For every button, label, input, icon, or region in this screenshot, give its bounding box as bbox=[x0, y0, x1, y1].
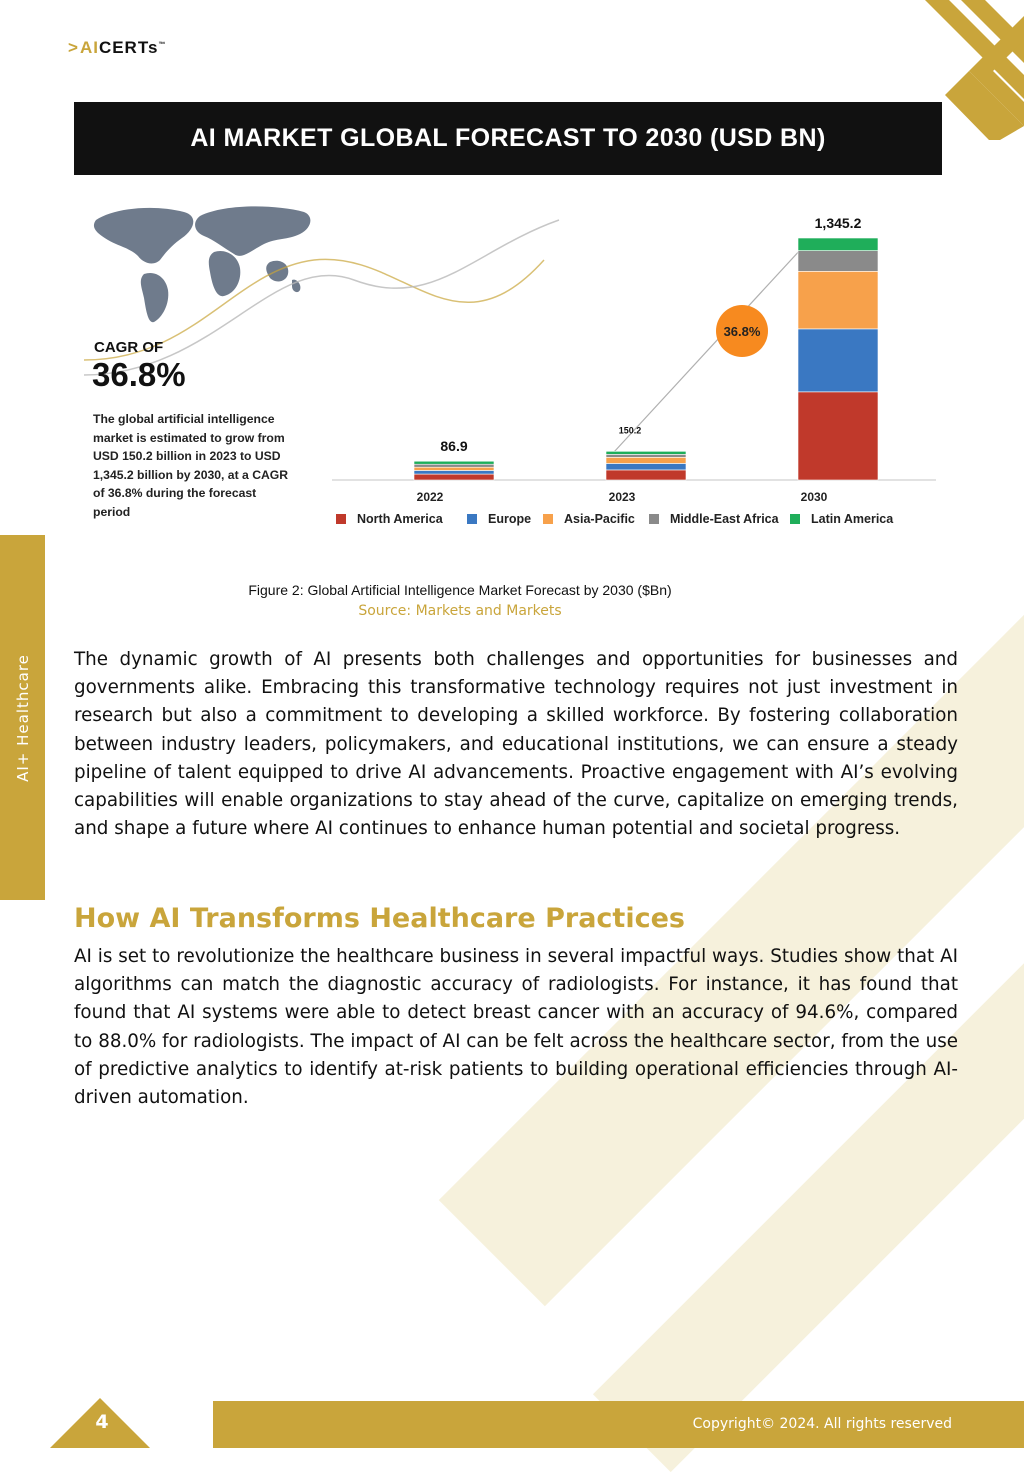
bar-2022-europe bbox=[414, 470, 494, 474]
bar-2023-latin-america bbox=[606, 451, 686, 454]
legend-label: Latin America bbox=[811, 512, 894, 526]
total-label-2030: 1,345.2 bbox=[814, 215, 862, 231]
cagr-description: The global artificial intelligence market is estimated to grow from USD 150.2 billion in 2023 to USD 1,345.2 billion by 2030, at a CAGR of 36.8% during the forecast period bbox=[93, 412, 289, 519]
trend-line bbox=[614, 248, 802, 452]
world-map-icon bbox=[94, 206, 310, 322]
legend-item-asia-pacific bbox=[543, 512, 635, 526]
body-paragraph-2: AI is set to revolutionize the healthcare business in several impactful ways. Studies show that AI algorithms can match the diagnostic accuracy of radiologists. For instance, it has found that found that AI systems were able to detect breast cancer with an accuracy of 94.6%, compared to 88.0% for radiologists. The impact of AI can be felt across the healthcare sector, from the use of predictive analytics to identify at-risk patients to building operational efficiencies through AI-driven automation. bbox=[74, 946, 958, 1109]
bar-2023-north-america bbox=[606, 470, 686, 480]
total-label-2023: 150.2 bbox=[618, 425, 642, 436]
bar-group bbox=[414, 238, 878, 480]
bar-2030-middle-east-africa bbox=[798, 251, 878, 272]
legend-swatch bbox=[649, 514, 659, 524]
cagr-badge-label: 36.8% bbox=[723, 324, 761, 339]
bar-2022-latin-america bbox=[414, 461, 494, 464]
legend-swatch bbox=[543, 514, 553, 524]
category-label-2023: 2023 bbox=[608, 490, 636, 504]
page-number: 4 bbox=[95, 1411, 109, 1433]
bar-2022-middle-east-africa bbox=[414, 464, 494, 467]
legend-label: Europe bbox=[488, 512, 532, 526]
total-label-2022: 86.9 bbox=[440, 438, 468, 455]
bar-2022-north-america bbox=[414, 474, 494, 480]
bar-2030-europe bbox=[798, 329, 878, 392]
aicerts-logo: >AICERTs™ bbox=[68, 38, 167, 57]
category-label-2030: 2030 bbox=[800, 490, 828, 504]
side-tab bbox=[0, 535, 45, 900]
chart-banner bbox=[74, 102, 942, 175]
bar-2023-asia-pacific bbox=[606, 457, 686, 463]
legend-swatch bbox=[336, 514, 346, 524]
legend-label: North America bbox=[357, 512, 443, 526]
body-paragraph-1: The dynamic growth of AI presents both challenges and opportunities for businesses and governments alike. Embracing this transformative technology requires not just investment in research but also a commitment to developing a skilled workforce. By fostering collaboration between industry leaders, policymakers, and educational institutions, we can ensure a steady pipeline of talent equipped to drive AI advancements. Proactive engagement with AI’s evolving capabilities will enable organizations to stay ahead of the curve, capitalize on emerging trends, and shape a future where AI continues to enhance human potential and societal progress. bbox=[74, 649, 958, 840]
banner-title: AI MARKET GLOBAL FORECAST TO 2030 (USD BN) bbox=[190, 124, 826, 152]
figure-source: Source: Markets and Markets bbox=[358, 603, 562, 619]
legend-swatch bbox=[467, 514, 477, 524]
category-label-2022: 2022 bbox=[416, 490, 444, 504]
legend bbox=[336, 512, 894, 526]
section-heading: How AI Transforms Healthcare Practices bbox=[74, 903, 685, 934]
legend-item-latin-america bbox=[790, 512, 894, 526]
bar-2030-north-america bbox=[798, 392, 878, 480]
bar-2022-asia-pacific bbox=[414, 467, 494, 470]
legend-label: Asia-Pacific bbox=[564, 512, 635, 526]
legend-item-middle-east-africa bbox=[649, 512, 780, 526]
cagr-value: 36.8% bbox=[92, 356, 186, 393]
legend-item-north-america bbox=[336, 512, 444, 526]
legend-item-europe bbox=[467, 512, 531, 526]
legend-label: Middle-East Africa bbox=[670, 512, 779, 526]
legend-swatch bbox=[790, 514, 800, 524]
bar-2030-asia-pacific bbox=[798, 271, 878, 329]
bar-2023-middle-east-africa bbox=[606, 454, 686, 457]
figure-caption: Figure 2: Global Artificial Intelligence Market Forecast by 2030 ($Bn) bbox=[248, 582, 672, 598]
bar-2023-europe bbox=[606, 463, 686, 469]
cagr-label: CAGR OF bbox=[94, 339, 164, 356]
copyright-text: Copyright© 2024. All rights reserved bbox=[692, 1416, 952, 1432]
side-tab-label: AI+ Healthcare bbox=[13, 653, 32, 782]
bar-2030-latin-america bbox=[798, 238, 878, 251]
